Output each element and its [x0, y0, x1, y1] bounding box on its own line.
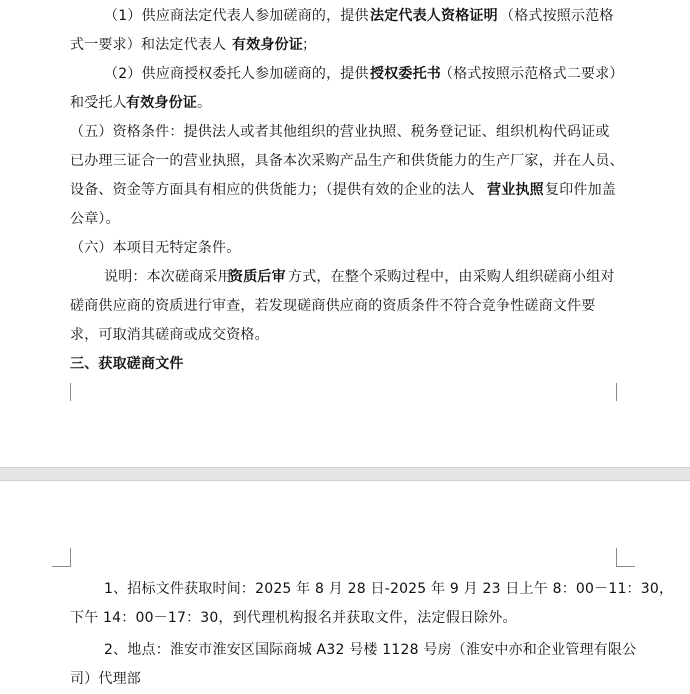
page-corner-mark — [52, 383, 71, 401]
bold-text: 法定代表人资格证明 — [370, 8, 498, 24]
para-legal-rep-line1 — [0, 4, 690, 28]
para-text: （1）供应商法定代表人参加磋商的，提供 — [104, 8, 369, 24]
para-note-line2 — [0, 294, 690, 318]
para-text: 司）代理部 — [70, 671, 141, 687]
para-text: 方式，在整个采购过程中，由采购人组织磋商小组对 — [288, 269, 615, 285]
section-heading — [0, 352, 690, 376]
para-text: 下午 14：00－17：30，到代理机构报名并获取文件，法定假日除外。 — [70, 610, 517, 626]
bold-text: 营业执照 — [487, 182, 544, 198]
page-corner-mark — [616, 383, 635, 401]
para-legal-rep-line2 — [0, 33, 690, 57]
bold-text: 资质后审 — [229, 269, 286, 285]
para-text: （格式按照示范格 — [500, 8, 614, 24]
para-obtain-time-line2 — [0, 606, 690, 630]
page-corner-mark — [52, 548, 71, 567]
para-qualification-line2 — [0, 149, 690, 173]
para-location-line2 — [0, 667, 690, 691]
para-note-line3 — [0, 323, 690, 347]
para-text: 。 — [197, 95, 212, 111]
para-text: （六）本项目无特定条件。 — [70, 240, 241, 256]
para-note-line1 — [0, 265, 690, 289]
para-text: ； — [302, 37, 317, 53]
para-no-specific — [0, 236, 690, 260]
para-text: 式一要求）和法定代表人 — [70, 37, 227, 53]
bold-text: 有效身份证 — [126, 95, 197, 111]
para-text: 已办理三证合一的营业执照，具备本次采购产品生产和供货能力的生产厂家，并在人员、 — [70, 153, 624, 169]
bold-text: 授权委托书 — [370, 66, 441, 82]
para-authorized-line2 — [0, 91, 690, 115]
para-obtain-time-line1 — [0, 577, 690, 601]
para-text: 复印件加盖 — [545, 182, 616, 198]
bold-text: 有效身份证 — [232, 37, 303, 53]
para-qualification-line1 — [0, 120, 690, 144]
para-qualification-line3 — [0, 178, 690, 202]
para-text: 求，可取消其磋商或成交资格。 — [70, 327, 269, 343]
para-authorized-line1 — [0, 62, 690, 86]
para-text: 说明：本次磋商采用 — [104, 269, 232, 285]
para-text: 设备、资金等方面具有相应的供货能力；（提供有效的企业的法人 — [70, 182, 475, 198]
para-text: 1、招标文件获取时间：2025 年 8 月 28 日-2025 年 9 月 23 日上午 8：00－11：30， — [104, 581, 674, 597]
para-text: （格式按照示范格式二要求） — [439, 66, 624, 82]
para-text: 2、地点：淮安市淮安区国际商城 A32 号楼 1128 号房（淮安中亦和企业管理有限公 — [104, 642, 637, 658]
para-qualification-line4 — [0, 207, 690, 231]
para-location-line1 — [0, 638, 690, 662]
para-text: 公章）。 — [70, 211, 120, 227]
page-corner-mark — [616, 548, 635, 567]
para-text: 和受托人 — [70, 95, 127, 111]
para-text: （五）资格条件：提供法人或者其他组织的营业执照、税务登记证、组织机构代码证或 — [70, 124, 610, 140]
para-text: 磋商供应商的资质进行审查，若发现磋商供应商的资质条件不符合竞争性磋商文件要 — [70, 298, 596, 314]
page-separator — [0, 467, 690, 481]
para-text: （2）供应商授权委托人参加磋商的，提供 — [104, 66, 369, 82]
heading-text: 三、获取磋商文件 — [70, 356, 184, 372]
